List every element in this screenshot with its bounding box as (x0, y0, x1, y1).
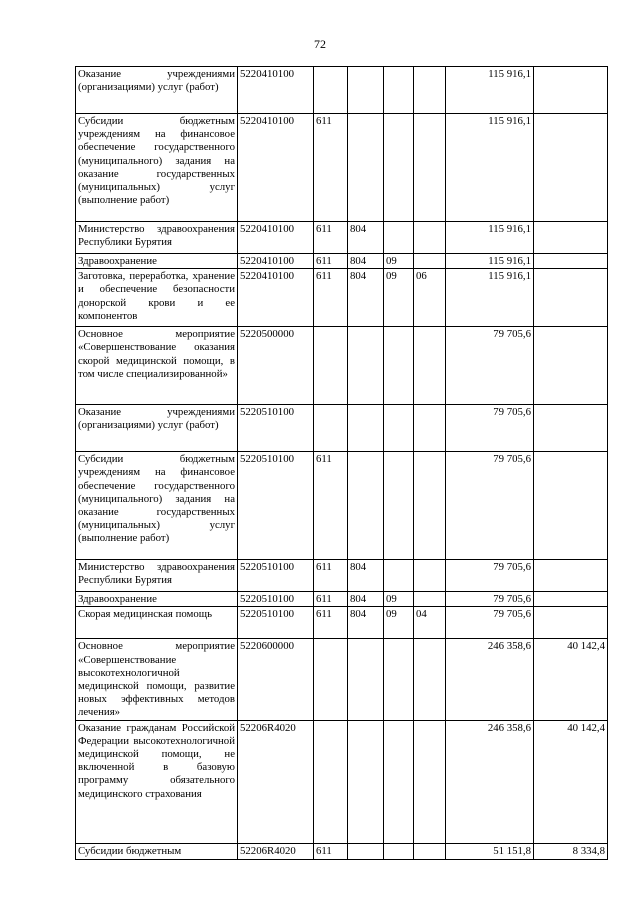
row-rz-cell: 09 (384, 592, 414, 607)
row-sum-cell: 79 705,6 (446, 560, 534, 592)
row-name-cell: Оказание учреждениями (организациями) услуг (работ) (76, 405, 238, 452)
budget-table (75, 66, 608, 860)
row-name-cell: Оказание гражданам Российской Федерации высокотехнологичной медицинской помощи, не включенной в базовую программу обязательного медицинского страхования (76, 720, 238, 843)
row-sum2-cell (534, 452, 608, 560)
row-sum-cell: 79 705,6 (446, 327, 534, 405)
row-code-cell: 5220410100 (238, 114, 314, 222)
row-gr-cell (348, 405, 384, 452)
row-name-cell: Субсидии бюджетным учреждениям на финансовое обеспечение государственного (муниципального) задания на оказание государственных (муниципальных) услуг (выполнение работ) (76, 114, 238, 222)
row-sum-cell: 79 705,6 (446, 607, 534, 639)
row-pr-cell: 06 (414, 269, 446, 327)
row-sum-cell: 246 358,6 (446, 720, 534, 843)
row-rz-cell (384, 560, 414, 592)
row-code-cell: 5220510100 (238, 607, 314, 639)
row-vr-cell: 611 (314, 560, 348, 592)
row-code-cell: 5220600000 (238, 639, 314, 720)
row-sum2-cell (534, 269, 608, 327)
row-pr-cell (414, 452, 446, 560)
row-vr-cell: 611 (314, 607, 348, 639)
row-pr-cell (414, 67, 446, 114)
row-rz-cell (384, 327, 414, 405)
row-name-cell: Оказание учреждениями (организациями) услуг (работ) (76, 67, 238, 114)
row-sum-cell: 115 916,1 (446, 67, 534, 114)
row-vr-cell: 611 (314, 843, 348, 859)
table-row (76, 592, 608, 607)
table-row (76, 222, 608, 254)
row-code-cell: 5220500000 (238, 327, 314, 405)
row-vr-cell: 611 (314, 592, 348, 607)
row-code-cell: 5220410100 (238, 67, 314, 114)
row-rz-cell: 09 (384, 607, 414, 639)
row-code-cell: 52206R4020 (238, 843, 314, 859)
row-vr-cell: 611 (314, 452, 348, 560)
row-vr-cell: 611 (314, 222, 348, 254)
row-rz-cell (384, 843, 414, 859)
row-rz-cell (384, 639, 414, 720)
row-gr-cell: 804 (348, 592, 384, 607)
table-row (76, 452, 608, 560)
row-sum2-cell (534, 327, 608, 405)
row-vr-cell (314, 639, 348, 720)
row-name-cell: Скорая медицинская помощь (76, 607, 238, 639)
row-sum-cell: 79 705,6 (446, 592, 534, 607)
row-name-cell: Здравоохранение (76, 254, 238, 269)
row-pr-cell (414, 114, 446, 222)
row-code-cell: 5220410100 (238, 254, 314, 269)
table-row (76, 720, 608, 843)
row-pr-cell (414, 720, 446, 843)
row-sum-cell: 115 916,1 (446, 269, 534, 327)
row-pr-cell (414, 405, 446, 452)
table-row (76, 639, 608, 720)
table-row (76, 67, 608, 114)
row-sum-cell: 115 916,1 (446, 222, 534, 254)
row-rz-cell (384, 720, 414, 843)
row-rz-cell (384, 452, 414, 560)
table-row (76, 269, 608, 327)
row-gr-cell: 804 (348, 607, 384, 639)
row-rz-cell (384, 67, 414, 114)
row-rz-cell (384, 405, 414, 452)
row-sum2-cell (534, 114, 608, 222)
row-pr-cell (414, 560, 446, 592)
row-gr-cell: 804 (348, 254, 384, 269)
row-gr-cell: 804 (348, 269, 384, 327)
row-code-cell: 5220410100 (238, 222, 314, 254)
row-sum-cell: 79 705,6 (446, 452, 534, 560)
row-gr-cell (348, 843, 384, 859)
row-rz-cell (384, 222, 414, 254)
row-code-cell: 5220510100 (238, 592, 314, 607)
row-pr-cell (414, 843, 446, 859)
page-number: 72 (314, 37, 326, 51)
table-row (76, 114, 608, 222)
table-row (76, 843, 608, 859)
table-row (76, 607, 608, 639)
row-sum-cell: 246 358,6 (446, 639, 534, 720)
row-rz-cell: 09 (384, 254, 414, 269)
row-code-cell: 5220510100 (238, 560, 314, 592)
table-row (76, 405, 608, 452)
row-sum2-cell (534, 254, 608, 269)
row-pr-cell (414, 639, 446, 720)
row-sum2-cell (534, 560, 608, 592)
table-row (76, 327, 608, 405)
row-gr-cell: 804 (348, 560, 384, 592)
row-sum-cell: 51 151,8 (446, 843, 534, 859)
row-vr-cell: 611 (314, 269, 348, 327)
row-sum2-cell (534, 607, 608, 639)
row-name-cell: Министерство здравоохранения Республики Бурятия (76, 222, 238, 254)
row-sum2-cell: 8 334,8 (534, 843, 608, 859)
row-sum2-cell (534, 405, 608, 452)
row-pr-cell (414, 327, 446, 405)
row-gr-cell (348, 639, 384, 720)
row-pr-cell: 04 (414, 607, 446, 639)
row-sum2-cell: 40 142,4 (534, 639, 608, 720)
table-row (76, 254, 608, 269)
row-gr-cell: 804 (348, 222, 384, 254)
table-row (76, 560, 608, 592)
row-code-cell: 5220410100 (238, 269, 314, 327)
row-sum-cell: 115 916,1 (446, 114, 534, 222)
row-code-cell: 5220510100 (238, 452, 314, 560)
row-name-cell: Заготовка, переработка, хранение и обеспечение безопасности донорской крови и ее компонентов (76, 269, 238, 327)
row-gr-cell (348, 720, 384, 843)
row-sum2-cell (534, 222, 608, 254)
row-pr-cell (414, 254, 446, 269)
row-name-cell: Субсидии бюджетным учреждениям на финансовое обеспечение государственного (муниципального) задания на оказание государственных (муниципальных) услуг (выполнение работ) (76, 452, 238, 560)
row-code-cell: 52206R4020 (238, 720, 314, 843)
row-vr-cell (314, 405, 348, 452)
row-code-cell: 5220510100 (238, 405, 314, 452)
row-name-cell: Здравоохранение (76, 592, 238, 607)
row-name-cell: Основное мероприятие «Совершенствование оказания скорой медицинской помощи, в том числе специализированной» (76, 327, 238, 405)
row-gr-cell (348, 114, 384, 222)
row-sum-cell: 115 916,1 (446, 254, 534, 269)
row-sum-cell: 79 705,6 (446, 405, 534, 452)
row-rz-cell: 09 (384, 269, 414, 327)
row-vr-cell (314, 720, 348, 843)
row-rz-cell (384, 114, 414, 222)
row-sum2-cell: 40 142,4 (534, 720, 608, 843)
row-vr-cell (314, 327, 348, 405)
row-vr-cell: 611 (314, 254, 348, 269)
row-name-cell: Основное мероприятие «Совершенствование высокотехнологичной медицинской помощи, развитие новых эффективных методов лечения» (76, 639, 238, 720)
row-name-cell: Субсидии бюджетным (76, 843, 238, 859)
row-name-cell: Министерство здравоохранения Республики Бурятия (76, 560, 238, 592)
row-vr-cell (314, 67, 348, 114)
row-gr-cell (348, 67, 384, 114)
row-vr-cell: 611 (314, 114, 348, 222)
row-sum2-cell (534, 592, 608, 607)
row-pr-cell (414, 592, 446, 607)
row-gr-cell (348, 452, 384, 560)
row-gr-cell (348, 327, 384, 405)
row-pr-cell (414, 222, 446, 254)
row-sum2-cell (534, 67, 608, 114)
